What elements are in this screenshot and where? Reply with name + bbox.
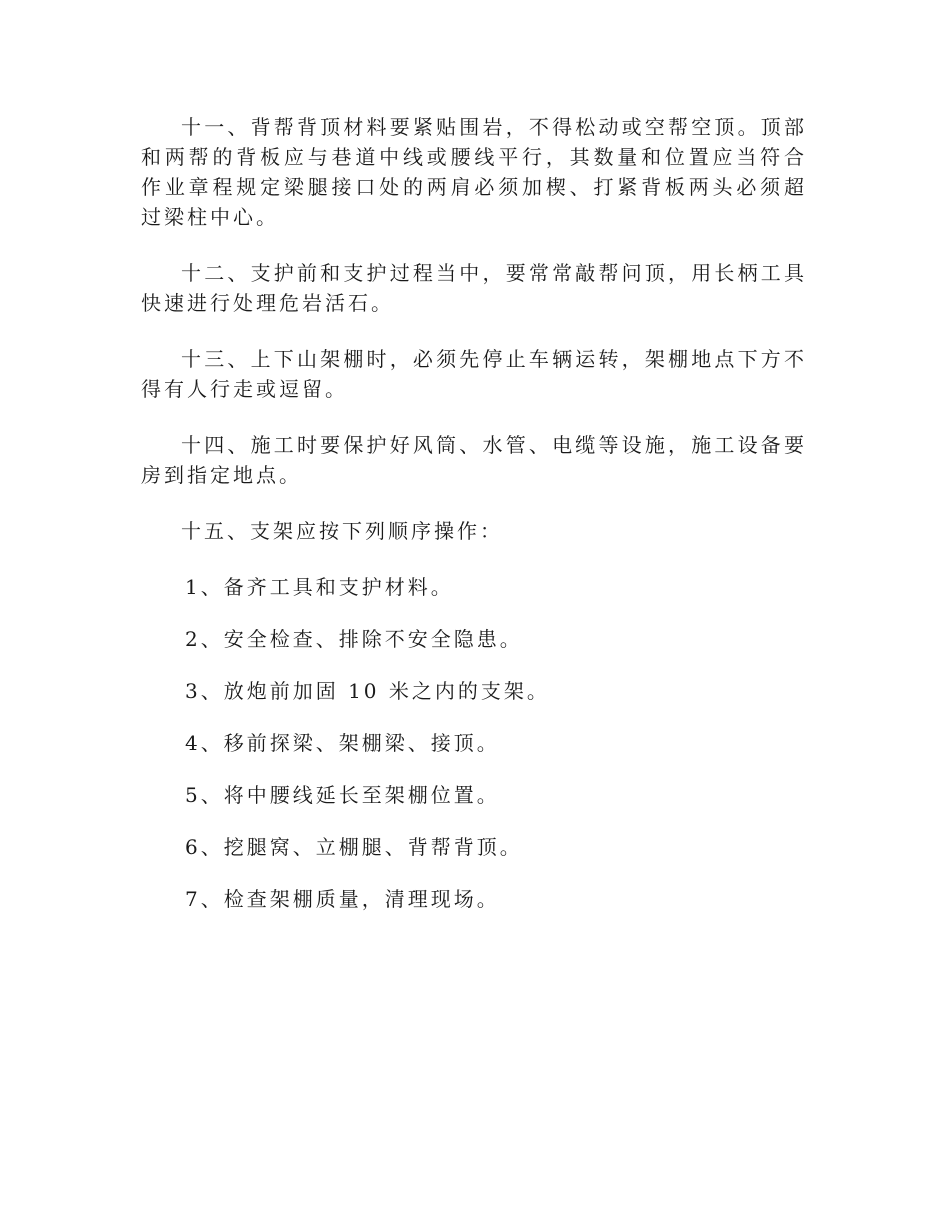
list-item: 2、安全检查、排除不安全隐患。: [185, 627, 523, 651]
paragraph-item-12: 十二、支护前和支护过程当中，要常常敲帮问顶，用长柄工具快速进行处理危岩活石。: [141, 261, 807, 315]
list-item: 3、放炮前加固 10 米之内的支架。: [185, 679, 550, 703]
list-item: 4、移前探梁、架棚梁、接顶。: [185, 731, 500, 755]
list-item: 1、备齐工具和支护材料。: [185, 575, 454, 599]
list-item: 6、挖腿窝、立棚腿、背帮背顶。: [185, 835, 523, 859]
paragraph-item-13: 十三、上下山架棚时，必须先停止车辆运转，架棚地点下方不得有人行走或逗留。: [141, 347, 807, 401]
procedure-step-list: [141, 572, 807, 914]
paragraph-item-14: 十四、施工时要保护好风筒、水管、电缆等设施，施工设备要房到指定地点。: [141, 433, 807, 487]
list-item: 7、检查架棚质量，清理现场。: [185, 887, 500, 911]
paragraph-item-11: 十一、背帮背顶材料要紧贴围岩，不得松动或空帮空顶。顶部和两帮的背板应与巷道中线或腰线平行，其数量和位置应当符合作业章程规定梁腿接口处的两肩必须加楔、打紧背板两头必须超过梁柱中心。: [141, 115, 807, 229]
document-body: [141, 112, 807, 936]
list-item: 5、将中腰线延长至架棚位置。: [185, 783, 500, 807]
paragraph-item-15: 十五、支架应按下列顺序操作：: [181, 519, 503, 543]
